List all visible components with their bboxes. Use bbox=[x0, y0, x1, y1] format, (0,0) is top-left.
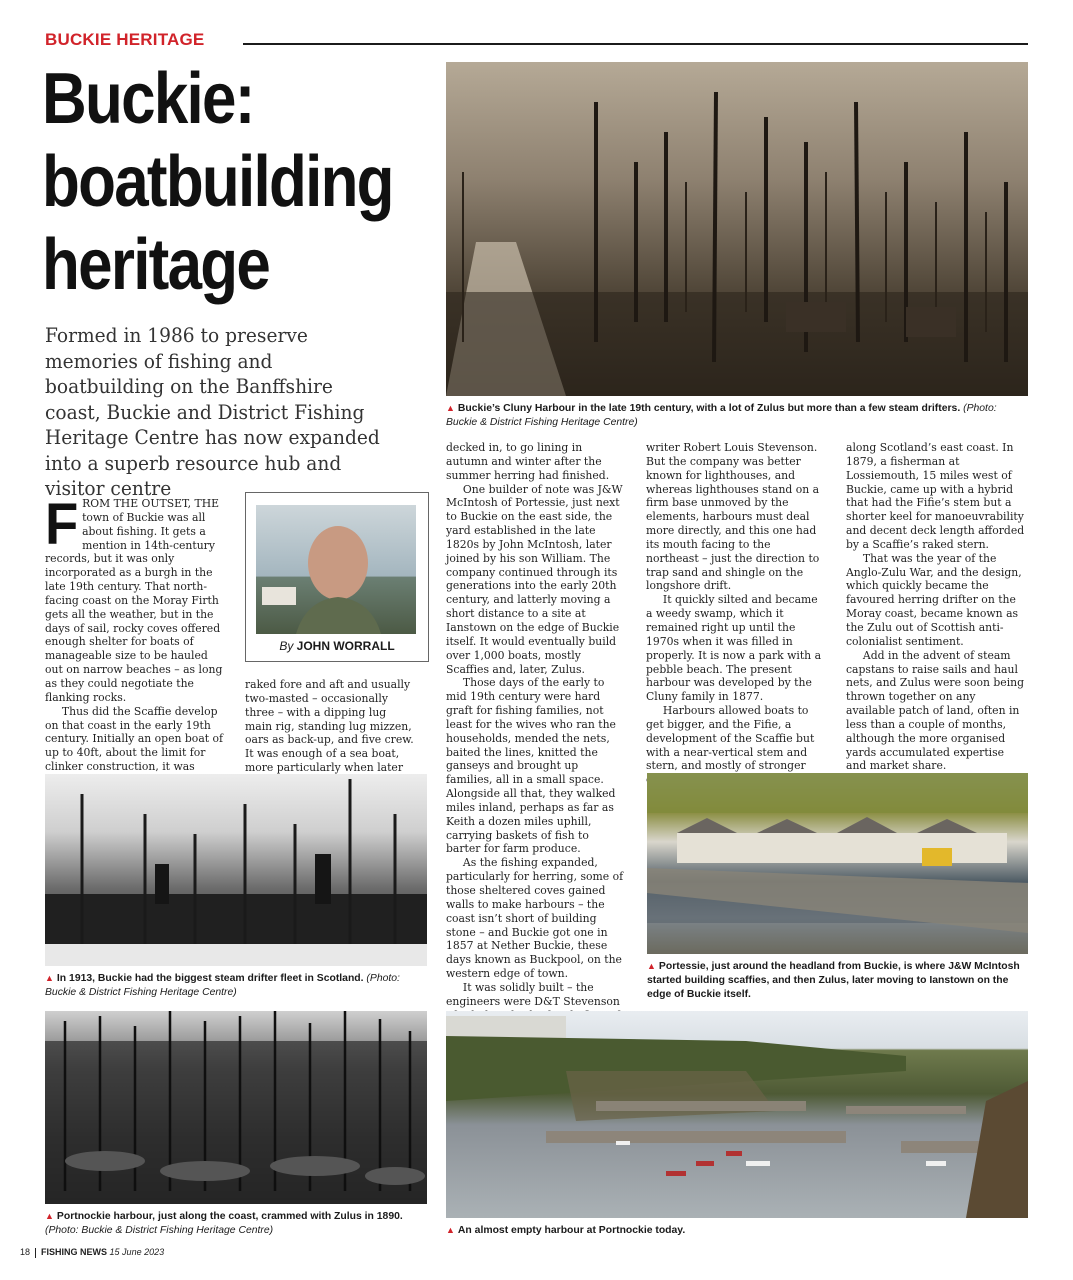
body-paragraph: As the fishing expanded, particularly for herring, some of those sheltered coves gained walls to make harbours – the coast isn’t short of building stone – and Buckie got one in 1857 at Nether Buckie, these days known as Buckpool, on the western edge of town. bbox=[446, 855, 624, 981]
body-paragraph: Harbours allowed boats to get bigger, and the Fifie, a development of the Scaffie but with a near-vertical stem and stern, and mostly of stronger bbox=[646, 703, 815, 773]
footer-divider bbox=[35, 1248, 36, 1258]
page-footer bbox=[20, 1247, 164, 1258]
caption-portessie bbox=[647, 959, 1028, 1002]
caption-marker-icon: ▲ bbox=[446, 403, 455, 413]
author-box bbox=[245, 492, 429, 662]
page-number: 18 bbox=[20, 1247, 31, 1257]
caption-drifters-1913 bbox=[45, 971, 427, 1000]
photo-steam-drifters-1913 bbox=[45, 774, 427, 966]
body-paragraph: Thus did the Scaffie develop on that coast in the early 19th century. Initially an open boat of up to 40ft, about the limit for clinker construction, it was bbox=[45, 703, 224, 774]
body-paragraph: It was solidly built – the engineers were D&T Stevenson bbox=[446, 979, 620, 1008]
body-column-2 bbox=[245, 678, 416, 775]
drop-cap: F bbox=[45, 492, 79, 557]
section-kicker: BUCKIE HERITAGE bbox=[45, 30, 205, 49]
body-paragraph: decked in, to go lining in autumn and winter after the summer herring had finished. bbox=[446, 440, 610, 482]
headline-line-2: boatbuilding bbox=[42, 142, 393, 222]
body-paragraph: Those days of the early to mid 19th century were hard graft for fishing families, not least for the wives who ran the households, mended the nets, baited the lines, knitted the ganseys and brought up families, all in a small space. Alongside all that, they walked miles inland, perhaps as far as Keith a dozen miles uphill, carrying baskets of fish to barter for farm produce. bbox=[446, 675, 616, 856]
byline bbox=[246, 639, 428, 653]
photo-portessie bbox=[647, 773, 1028, 954]
body-paragraph: Add in the advent of steam capstans to raise sails and haul nets, and Zulus were soon being thrown together on any available patch of land, often in less than a couple of months, although the more organised yards accumulated expertise and market share. bbox=[846, 647, 1025, 773]
paragraph-text: ROM THE OUTSET, THE town of Buckie was all about fishing. It gets a mention in 14th-century records, but it was only incorporated as a burgh in the late 19th century. That north-facing coast on the Moray Firth gets all the weather, but in the days of sail, rocky coves offered enough shelter for boats of manageable size to be hauled out on narrow beaches – as long as they could negotiate the flanking rocks. bbox=[45, 496, 223, 704]
caption-marker-icon: ▲ bbox=[647, 961, 656, 971]
body-paragraph: along Scotland’s east coast. In 1879, a fisherman at Lossiemouth, 15 miles west of Buckie, came up with a hybrid that had the Fifie’s stem but a shorter keel for manoeuvrability and decent deck length afforded by a Scaffie’s raked stern. bbox=[846, 440, 1025, 551]
headline-line-1: Buckie: bbox=[42, 59, 254, 139]
caption-marker-icon: ▲ bbox=[45, 1211, 54, 1221]
caption-credit: (Photo: Buckie & District Fishing Heritage Centre) bbox=[45, 973, 400, 998]
caption-marker-icon: ▲ bbox=[446, 1225, 455, 1235]
publication-name: FISHING NEWS bbox=[41, 1247, 108, 1257]
body-paragraph bbox=[45, 492, 226, 705]
body-paragraph: That was the year of the Anglo-Zulu War, and the design, which quickly became the favoured herring drifter on the Moray coast, became known as the Zulu out of Scottish anti-colonialist sentiment. bbox=[846, 550, 1022, 648]
headline-line-3: heritage bbox=[42, 225, 270, 305]
standfirst: Formed in 1986 to preserve memories of fishing and boatbuilding on the Banffshire coast, Buckie and District Fishing Heritage Centre has now expanded into a superb resource hub and visitor centre bbox=[45, 323, 380, 500]
caption-text: Portnockie harbour, just along the coast, crammed with Zulus in 1890. bbox=[56, 1211, 403, 1222]
caption-text: Buckie’s Cluny Harbour in the late 19th century, with a lot of Zulus but more than a few steam drifters. bbox=[457, 403, 961, 414]
caption-text: An almost empty harbour at Portnockie today. bbox=[457, 1225, 686, 1236]
caption-marker-icon: ▲ bbox=[45, 973, 54, 983]
body-paragraph: raked fore and aft and usually two-masted – occasionally three – with a dipping lug main rig, standing lug mizzen, oars as back-up, and five crew. It was enough of a sea boat, more particularly when later bbox=[245, 677, 414, 775]
headline bbox=[42, 58, 393, 307]
caption-portnockie-1890 bbox=[45, 1209, 427, 1238]
caption-cluny-harbour bbox=[446, 401, 1028, 430]
caption-credit: (Photo: Buckie & District Fishing Heritage Centre) bbox=[45, 1225, 274, 1236]
body-column-3 bbox=[446, 441, 626, 1022]
photo-portnockie-today bbox=[446, 1011, 1028, 1218]
issue-date: 15 June 2023 bbox=[109, 1247, 165, 1257]
body-paragraph: One builder of note was J&W McIntosh of Portessie, just next to Buckie on the east side, the yard established in the late 1820s by John McIntosh, later joined by his son William. The company continued through its generations into the early 20th century, and latterly moving a short distance to a site at Ianstown on the edge of Buckie itself. It would eventually build over 1,000 boats, mostly Scaffies and, later, Zulus. bbox=[446, 481, 623, 676]
caption-text: In 1913, Buckie had the biggest steam drifter fleet in Scotland. bbox=[56, 973, 364, 984]
caption-portnockie-today bbox=[446, 1223, 1028, 1238]
photo-cluny-harbour bbox=[446, 62, 1028, 396]
kicker-rule bbox=[243, 43, 1028, 45]
caption-text: Portessie, just around the headland from Buckie, is where J&W McIntosh started building scaffies, and then Zulus, later moving to Ianstown on the edge of Buckie itself. bbox=[647, 961, 1020, 1000]
body-column-1 bbox=[45, 492, 226, 788]
photo-portnockie-1890 bbox=[45, 1011, 427, 1204]
author-photo bbox=[256, 505, 416, 634]
body-column-4 bbox=[646, 441, 826, 787]
body-paragraph: It quickly silted and became a weedy swamp, which it remained right up until the 1970s when it was filled in properly. It is now a park with a pebble beach. The present harbour was developed by the Cluny family in 1877. bbox=[646, 592, 822, 704]
body-column-5 bbox=[846, 441, 1026, 773]
byline-prefix: By bbox=[279, 639, 294, 653]
byline-author: JOHN WORRALL bbox=[296, 639, 395, 653]
body-paragraph: writer Robert Louis Stevenson. But the company was better known for lighthouses, and whereas lighthouses stand on a firm base unmoved by the elements, harbours must deal more directly, and this one had its mouth facing to the northeast – just the direction to trap sand and shingle on the longshore drift. bbox=[646, 440, 820, 593]
caption-credit: (Photo: Buckie & District Fishing Heritage Centre) bbox=[446, 403, 997, 428]
